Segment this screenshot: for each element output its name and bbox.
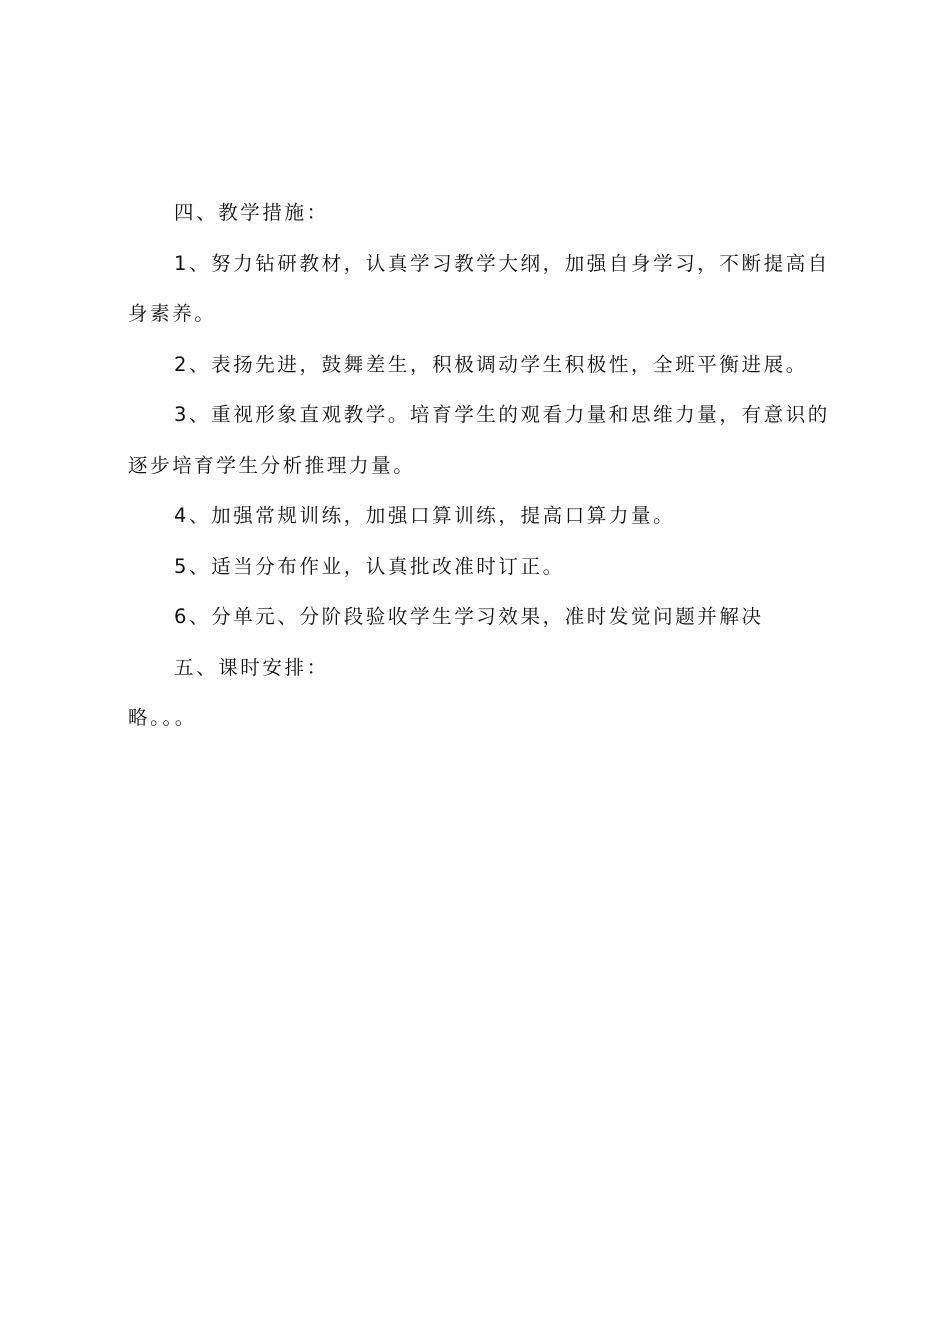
measure-item-3: 3、重视形象直观教学。培育学生的观看力量和思维力量，有意识的逐步培育学生分析推理力量。 <box>128 403 830 477</box>
measure-item-2: 2、表扬先进，鼓舞差生，积极调动学生积极性，全班平衡进展。 <box>174 352 808 376</box>
measure-item-5: 5、适当分布作业，认真批改准时订正。 <box>174 554 565 578</box>
section-heading-schedule: 五、课时安排： <box>174 655 329 679</box>
section-heading-teaching-measures: 四、教学措施： <box>174 201 329 224</box>
schedule-omitted-text: 略。。。 <box>128 706 197 729</box>
measure-item-4: 4、加强常规训练，加强口算训练，提高口算力量。 <box>174 504 676 527</box>
measure-item-6: 6、分单元、分阶段验收学生学习效果，准时发觉问题并解决 <box>174 605 764 628</box>
document-body <box>128 188 832 744</box>
measure-item-1: 1、努力钻研教材，认真学习教学大纲，加强自身学习，不断提高自身素养。 <box>128 251 830 325</box>
